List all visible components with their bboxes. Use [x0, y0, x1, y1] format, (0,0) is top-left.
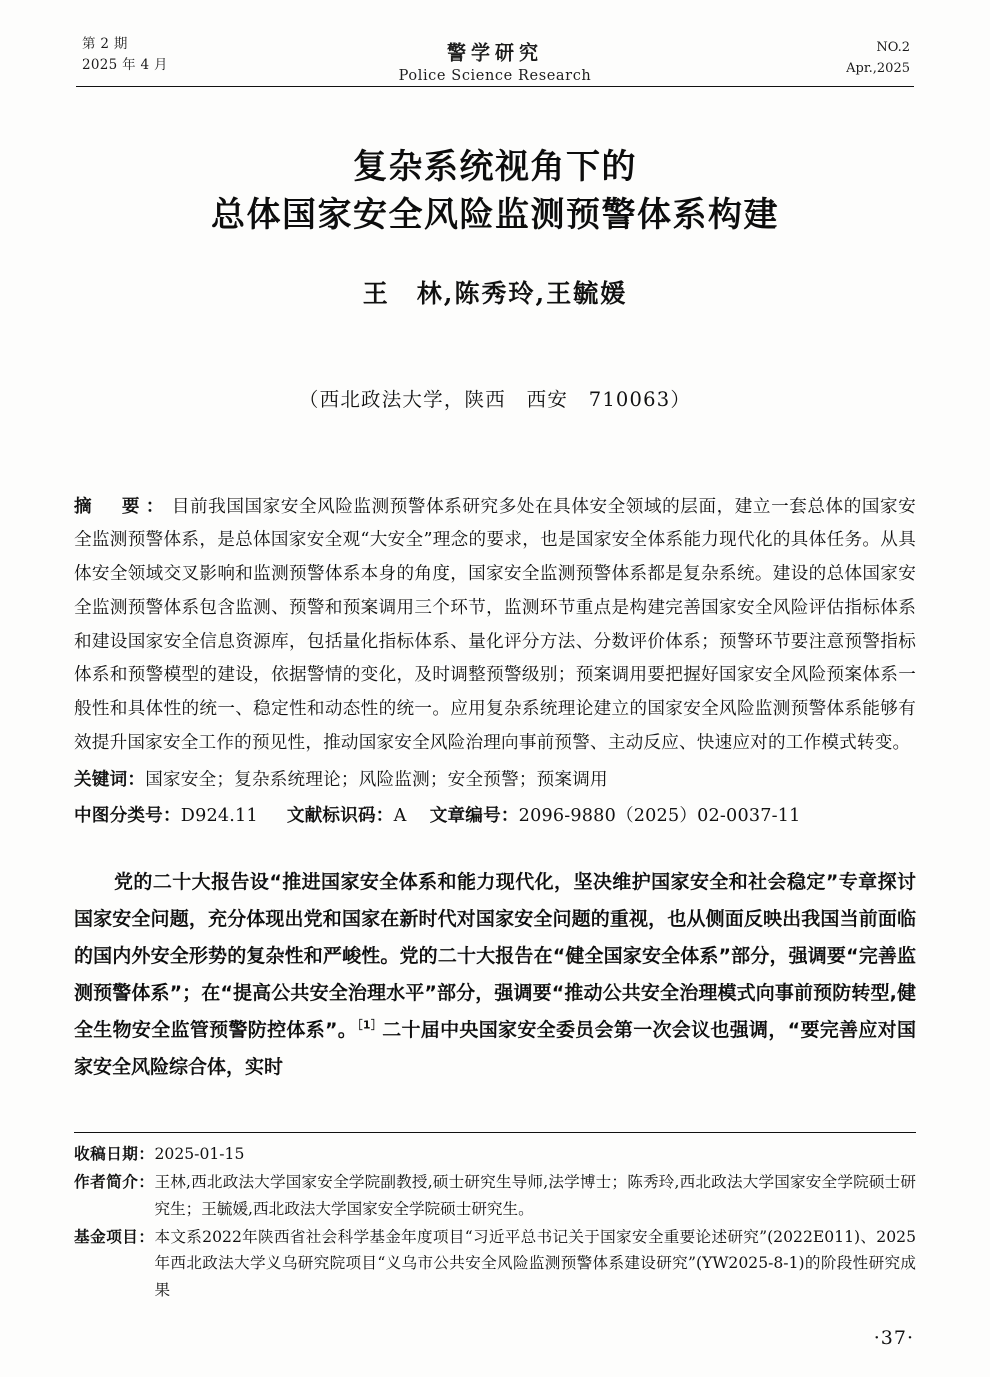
footnote-fund	[74, 1224, 916, 1304]
keywords-label: 关键词：	[74, 768, 146, 790]
page-header	[74, 0, 916, 84]
abstract-paragraph	[74, 490, 916, 761]
abstract-text: 目前我国国家安全风险监测预警体系研究多处在具体安全领域的层面，建立一套总体的国家安全监测预警体系，是总体国家安全观“大安全”理念的要求，也是国家安全体系能力现代化的具体任务。从具体安全领域交叉影响和监测预警体系本身的角度，国家安全监测预警体系都是复杂系统。建设的总体国家安全监测预警体系包含监测、预警和预案调用三个环节，监测环节重点是构建完善国家安全风险评估指标体系和建设国家安全信息资源库，包括量化指标体系、量化评分方法、分数评价体系；预警环节要注意预警指标体系和预警模型的建设，依据警情的变化，及时调整预警级别；预案调用要把握好国家安全风险预案体系一般性和具体性的统一、稳定性和动态性的统一。应用复杂系统理论建立的国家安全风险监测预警体系能够有效提升国家安全工作的预见性，推动国家安全风险治理向事前预警、主动反应、快速应对的工作模式转变。	[74, 496, 916, 753]
affiliation: （西北政法大学，陕西 西安 710063）	[298, 387, 692, 411]
author-list: 王 林,陈秀玲,王毓媛	[362, 278, 628, 308]
journal-name-en: Police Science Research	[398, 68, 592, 84]
page-title-line1: 复杂系统视角下的	[353, 147, 637, 187]
issue-no: NO.2	[876, 40, 910, 55]
clc-value: D924.11	[180, 806, 258, 827]
footnote-divider	[74, 1132, 916, 1133]
received-date-value: 2025-01-15	[154, 1145, 245, 1164]
body-paragraph-1	[74, 864, 916, 1086]
page-number: ·37·	[873, 1327, 914, 1349]
keywords-line	[74, 763, 916, 797]
journal-name	[74, 36, 916, 84]
body-paragraph-1-text: 党的二十大报告设“推进国家安全体系和能力现代化，坚决维护国家安全和社会稳定”专章探讨国家安全问题，充分体现出党和国家在新时代对国家安全问题的重视，也从侧面反映出我国当前面临的国内外安全形势的复杂性和严峻性。党的二十大报告在“健全国家安全体系”部分，强调要“完善监测预警体系”；在“提高公共安全治理水平”部分，强调要“推动公共安全治理模式向事前预防转型,健全生物安全监管预警防控体系”。	[74, 870, 916, 1041]
fund-value: 本文系2022年陕西省社会科学基金年度项目“习近平总书记关于国家安全重要论述研究”(2022E011)、2025年西北政法大学义乌研究院项目“义乌市公共安全风险监测预警体系建设研究”(YW2025-8-1)的阶段性研究成果	[154, 1227, 916, 1300]
citation-ref-1: ［1］	[357, 1018, 383, 1032]
doc-code-value: A	[393, 806, 407, 827]
keywords-value: 国家安全；复杂系统理论；风险监测；安全预警；预案调用	[145, 769, 608, 790]
footnote-received	[74, 1141, 916, 1168]
received-date-label: 收稿日期：	[74, 1144, 155, 1164]
title-block	[74, 143, 916, 412]
issue-number-en	[846, 38, 910, 80]
footnote-author-bio	[74, 1169, 916, 1223]
footnote-section	[74, 1132, 916, 1305]
issue-month: Apr.,2025	[846, 60, 910, 76]
author-bio-label: 作者简介：	[74, 1171, 155, 1191]
body-paragraph-1-cont: 二十届中央国家安全委员会第一次会议也强调，“要完善应对国家安全风险综合体，实时	[74, 1018, 916, 1078]
issue-number: 第 2 期	[82, 36, 128, 52]
abstract-label: 摘 要：	[74, 495, 170, 517]
article-id-value: 2096-9880（2025）02-0037-11	[518, 806, 801, 827]
page-title-line2: 总体国家安全风险监测预警体系构建	[211, 195, 779, 236]
abstract-section	[74, 490, 916, 834]
header-divider	[76, 86, 914, 87]
article-id-label: 文章编号：	[429, 805, 519, 827]
issue-date: 2025 年 4 月	[82, 56, 168, 73]
clc-label: 中图分类号：	[74, 805, 181, 827]
fund-label: 基金项目：	[74, 1226, 155, 1246]
body-section	[74, 864, 916, 1086]
author-bio-value: 王林,西北政法大学国家安全学院副教授,硕士研究生导师,法学博士；陈秀玲,西北政法大学国家安全学院硕士研究生；王毓媛,西北政法大学国家安全学院硕士研究生。	[154, 1172, 916, 1218]
journal-name-cn: 警学研究	[446, 41, 543, 65]
classification-line	[74, 799, 916, 833]
doc-code-label: 文献标识码：	[286, 805, 394, 827]
